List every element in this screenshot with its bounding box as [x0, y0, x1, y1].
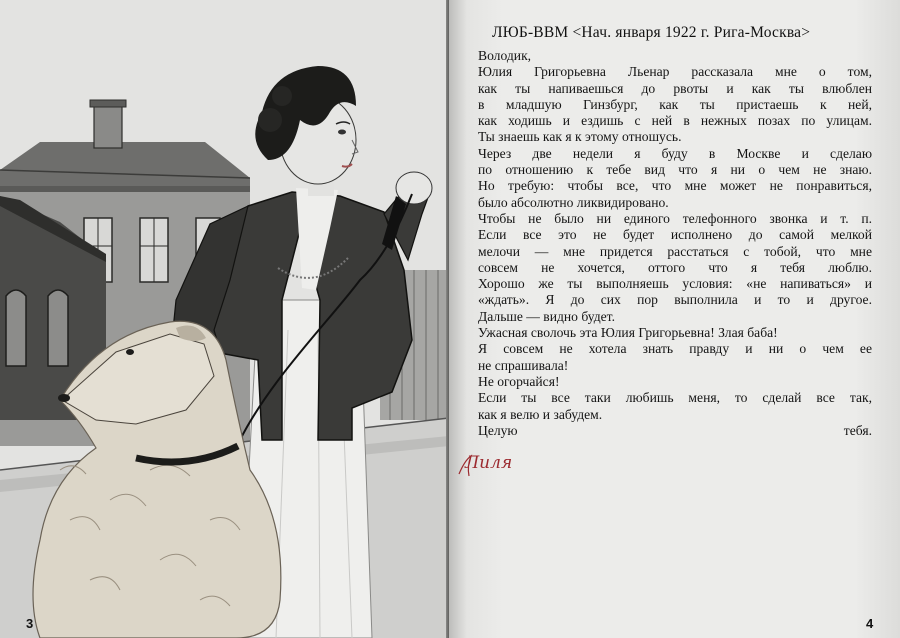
letter-line: было абсолютно ликвидировано.: [478, 194, 669, 210]
letter-line: Ужасная сволочь эта Юлия Григорьевна! Злая баба!: [478, 325, 778, 341]
letter-line: в младшую Гинзбург, как ты пристаешь к ней,: [478, 96, 872, 112]
letter-line: Хорошо же ты выполняешь условия: «не напиваться» и: [478, 276, 872, 292]
letter-line: совсем не хочется, оттого что я тебя люблю.: [478, 259, 872, 275]
letter-line: как ходишь и ездишь с ней в нежных позах по улицам.: [478, 113, 872, 129]
letter-line: Юлия Григорьевна Льенар рассказала мне о том,: [478, 64, 872, 80]
letter-line: Через две недели я буду в Москве и сделаю: [478, 145, 872, 161]
letter-line: Целую тебя.: [478, 422, 872, 438]
letter-line: Но требую: чтобы все, что мне может не понравиться,: [478, 178, 872, 194]
letter-line: Володик,: [478, 48, 532, 63]
letter-line: Если ты все таки любишь меня, то сделай все так,: [478, 390, 872, 406]
letter-line: Я совсем не хотела знать правду и ни о чем ее: [478, 341, 872, 357]
letter-line: Дальше — видно будет.: [478, 308, 615, 324]
letter-heading: ЛЮБ-ВВМ <Нач. января 1922 г. Рига-Москва>: [492, 24, 811, 41]
letter-line: по отношению к тебе вид что я ни о чем не знаю.: [478, 162, 872, 178]
letter-line: Если все это не будет исполнено до самой мелкой: [478, 227, 872, 243]
left-page: [0, 0, 449, 638]
letter-line: как я велю и забудем.: [478, 406, 603, 422]
signature-lilya: [455, 444, 535, 484]
signature-text: Лиля: [465, 453, 513, 473]
illustration-woman-with-borzoi: [0, 0, 449, 638]
letter-line: «ждать». Я до сих пор выполнила и то и другое.: [478, 292, 872, 308]
letter-body: [478, 48, 872, 439]
letter-line: Не огорчайся!: [478, 373, 560, 389]
letter-line: не спрашивала!: [478, 357, 569, 373]
page-number-left: 3: [26, 616, 34, 631]
letter-line: Чтобы не было ни единого телефонного звонка и т. п.: [478, 210, 872, 226]
letter-line: как ты напиваешься до рвоты и как ты влюблен: [478, 80, 872, 96]
letter-line: мелочи — мне придется расстаться с тобой, что мне: [478, 243, 872, 259]
letter-line: Ты знаешь как я к этому отношусь.: [478, 129, 682, 145]
page-number-right: 4: [866, 616, 874, 631]
